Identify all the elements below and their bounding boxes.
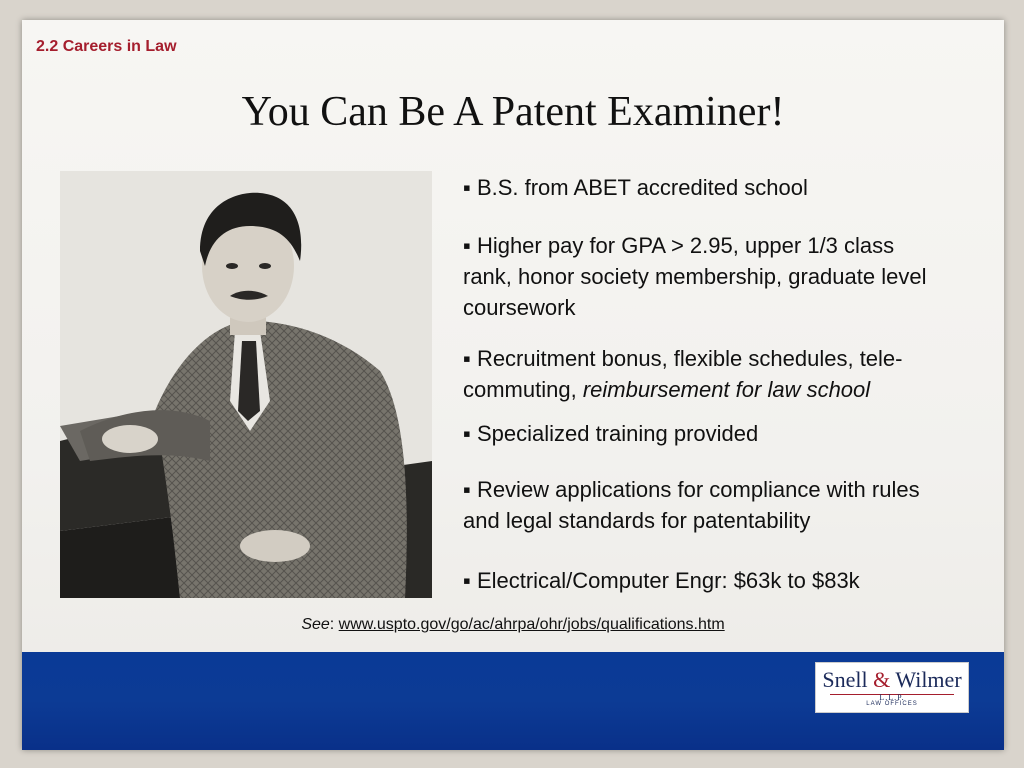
bullet-item (463, 474, 953, 536)
bullet-marker: ▪ (463, 233, 471, 258)
see-label: See (301, 616, 330, 633)
bullet-item (463, 418, 993, 449)
source-line (22, 616, 1004, 634)
logo-name-left: Snell (822, 667, 868, 692)
logo-subtitle: LAW OFFICES (866, 701, 918, 707)
bullet-text: Review applications for compliance with rules and legal standards for patentability (463, 477, 920, 533)
bullet-item (463, 230, 933, 323)
bullet-text-italic: reimbursement for law school (582, 377, 871, 402)
section-label: 2.2 Careers in Law (36, 38, 177, 55)
bullet-marker: ▪ (463, 346, 471, 371)
portrait-photo (60, 171, 432, 598)
slide (22, 20, 1004, 750)
firm-logo (815, 662, 969, 713)
bullet-text: Higher pay for GPA > 2.95, upper 1/3 class rank, honor society membership, graduate level coursework (463, 233, 927, 320)
logo-wordmark (816, 667, 968, 693)
portrait-image (60, 171, 432, 598)
bullet-text: Electrical/Computer Engr: $63k to $83k (476, 568, 860, 593)
bullet-marker: ▪ (463, 421, 471, 446)
bullet-marker: ▪ (463, 175, 471, 200)
see-separator: : (329, 616, 339, 633)
logo-llp: L.L.P. (879, 693, 905, 702)
bullet-marker: ▪ (463, 568, 471, 593)
bullet-item (463, 565, 993, 596)
logo-name-right: Wilmer (895, 667, 962, 692)
bullet-text: Recruitment bonus, flexible schedules, tele-commuting, (463, 346, 903, 402)
bullet-text: B.S. from ABET accredited school (476, 175, 808, 200)
slide-title: You Can Be A Patent Examiner! (241, 89, 785, 135)
logo-ampersand: & (873, 667, 891, 692)
source-link[interactable]: www.uspto.gov/go/ac/ahrpa/ohr/jobs/qualifications.htm (338, 616, 725, 633)
bullet-text: Specialized training provided (476, 421, 759, 446)
bullet-item (463, 172, 993, 203)
bullet-marker: ▪ (463, 477, 471, 502)
bullet-item (463, 343, 993, 405)
